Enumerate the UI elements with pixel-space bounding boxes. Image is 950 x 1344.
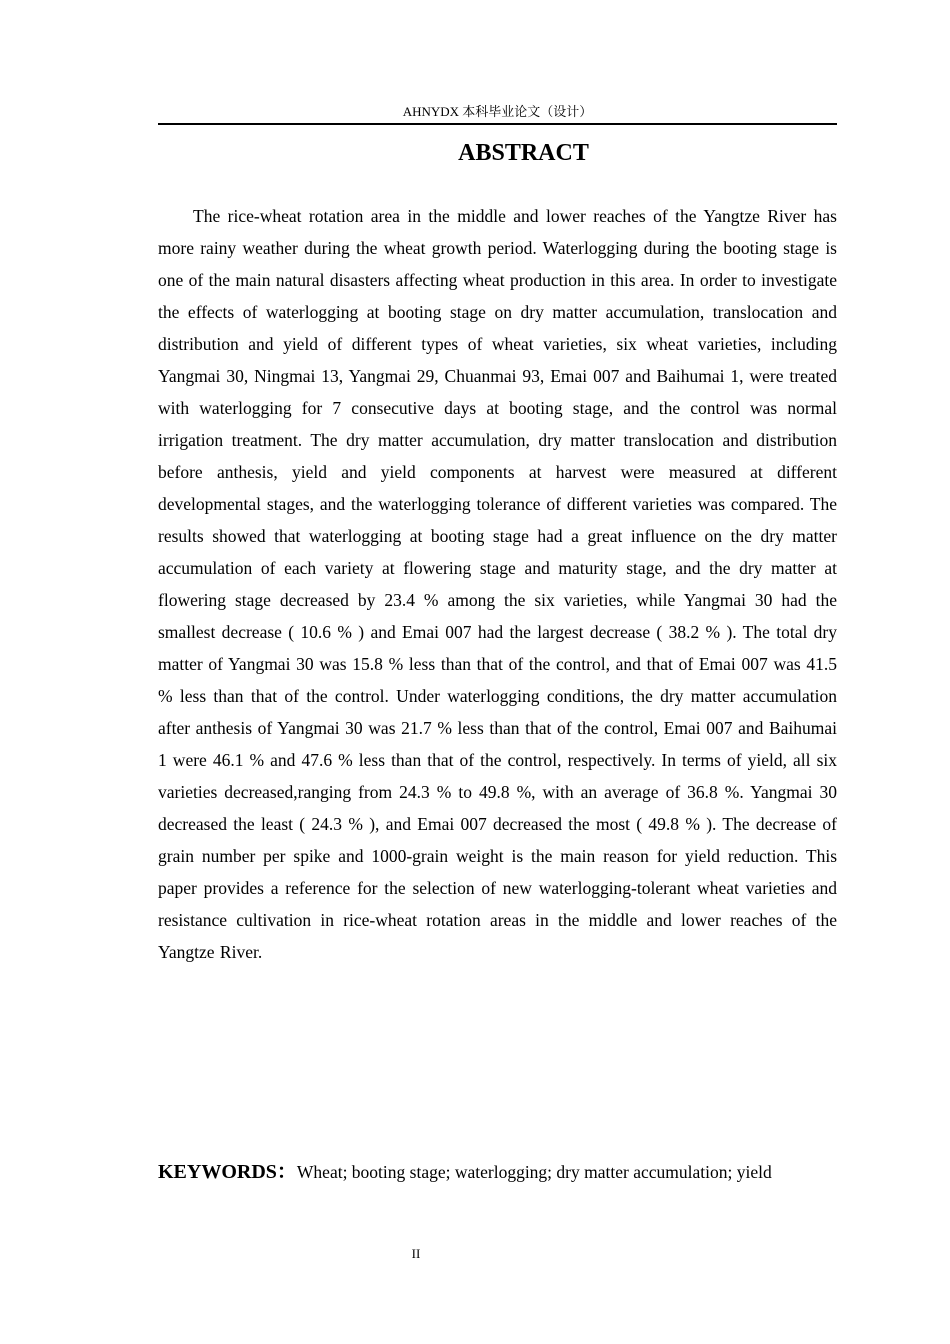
page-number: II	[411, 1246, 421, 1261]
abstract-body: The rice-wheat rotation area in the middle and lower reaches of the Yangtze River has more rainy weather during the wheat growth period. Waterlogging during the booting stage is one of the main natural disasters affecting wheat production in this area. In order to investigate the effects of waterlogging at booting stage on dry matter accumulation, translocation and distribution and yield of different types of wheat varieties, six wheat varieties, including Yangmai 30, Ningmai 13, Yangmai 29, Chuanmai 93, Emai 007 and Baihumai 1, were treated with waterlogging for 7 consecutive days at booting stage, and the control was normal irrigation treatment. The dry matter accumulation, dry matter translocation and distribution before anthesis, yield and yield components at harvest were measured at different developmental stages, and the waterlogging tolerance of different varieties was compared. The results showed that waterlogging at booting stage had a great influence on the dry matter accumulation of each variety at flowering stage and maturity stage, and the dry matter at flowering stage decreased by 23.4 % among the six varieties, while Yangmai 30 had the smallest decrease ( 10.6 % ) and Emai 007 had the largest decrease ( 38.2 % ). The total dry matter of Yangmai 30 was 15.8 % less than that of the control, and that of Emai 007 was 41.5 % less than that of the control. Under waterlogging conditions, the dry matter accumulation after anthesis of Yangmai 30 was 21.7 % less than that of the control, Emai 007 and Baihumai 1 were 46.1 % and 47.6 % less than that of the control, respectively. In terms of yield, all six varieties decreased,ranging from 24.3 % to 49.8 %, with an average of 36.8 %. Yangmai 30 decreased the least ( 24.3 % ), and Emai 007 decreased the most ( 49.8 % ). The decrease of grain number per spike and 1000-grain weight is the main reason for yield reduction. This paper provides a reference for the selection of new waterlogging-tolerant wheat varieties and resistance cultivation in rice-wheat rotation areas in the middle and lower reaches of the Yangtze River.	[158, 206, 837, 962]
header-rule	[158, 123, 837, 125]
keywords-label: KEYWORDS：	[158, 1161, 297, 1183]
keywords-text: Wheat; booting stage; waterlogging; dry matter accumulation; yield	[296, 1162, 772, 1182]
keywords-section	[158, 1156, 823, 1188]
running-header: AHNYDX 本科毕业论文（设计）	[402, 104, 593, 119]
abstract-title: ABSTRACT	[458, 140, 589, 166]
